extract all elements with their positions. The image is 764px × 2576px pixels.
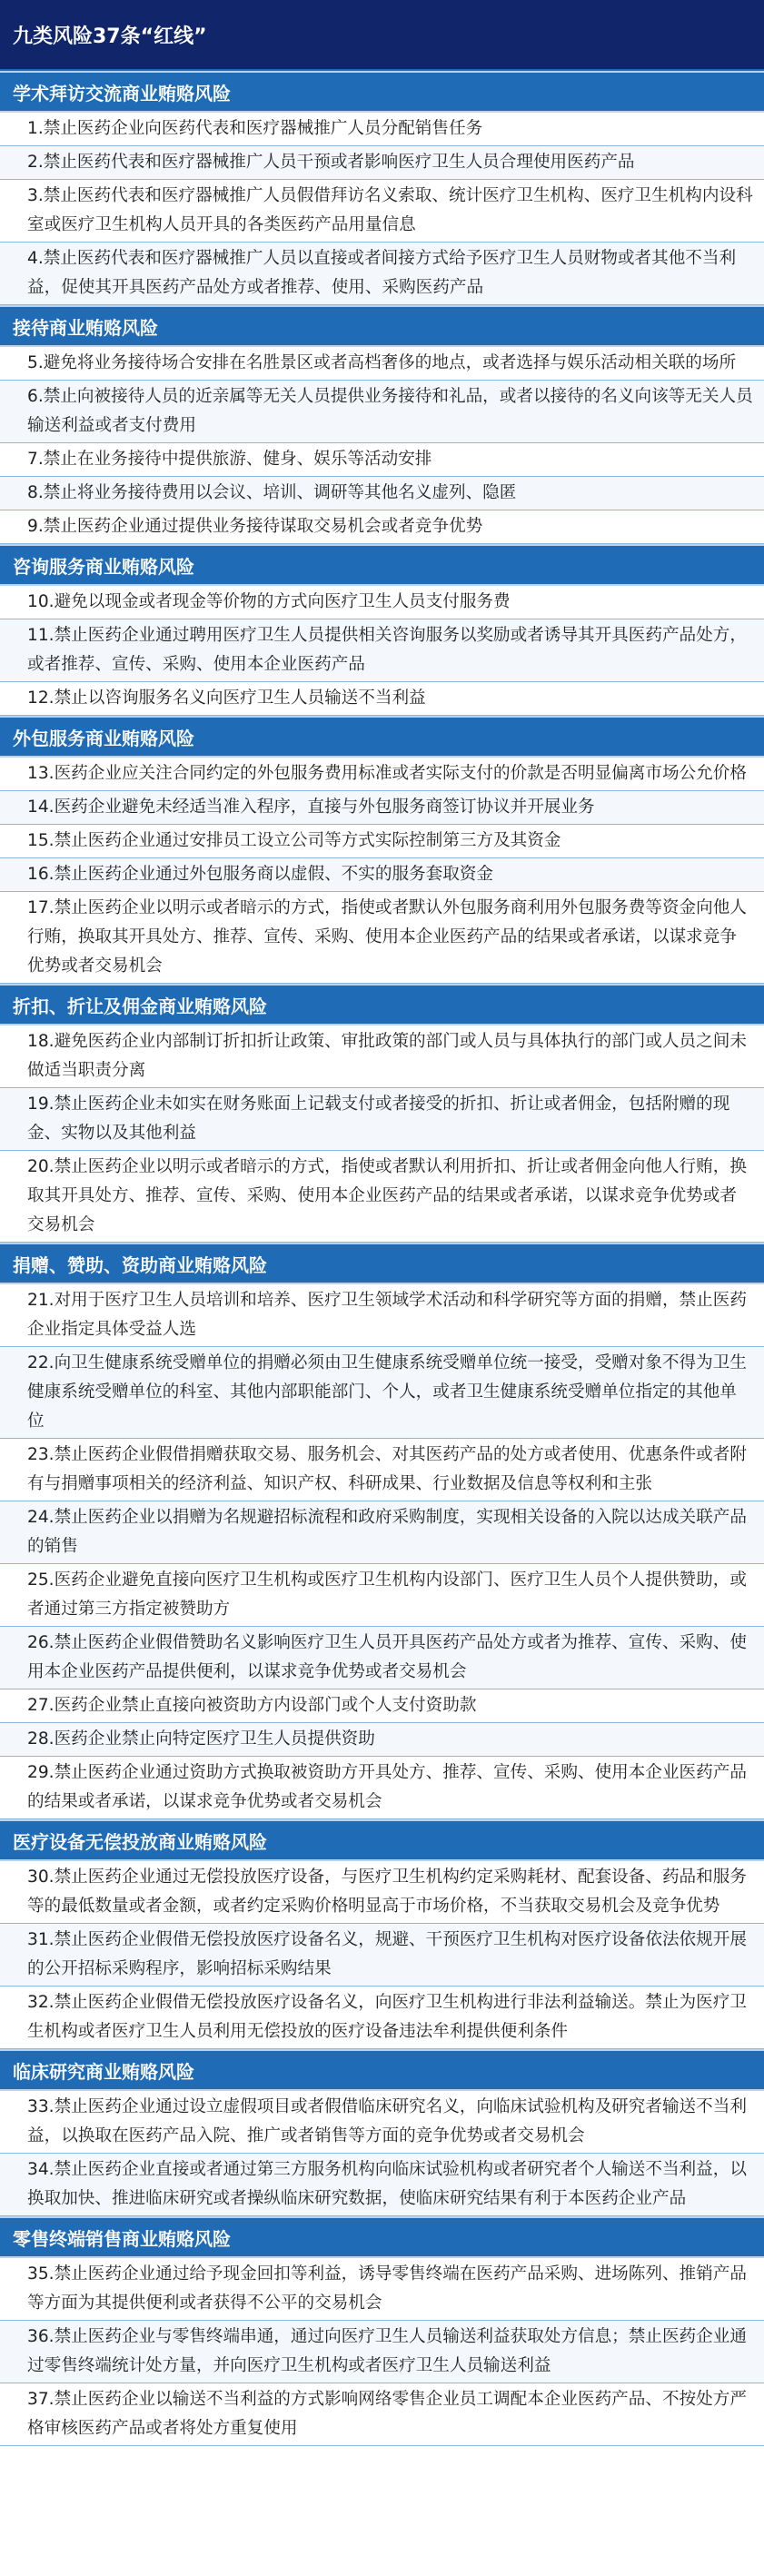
list-item: 36.禁止医药企业与零售终端串通，通过向医疗卫生人员输送利益获取处方信息；禁止医药企业通过零售终端统计处方量，并向医疗卫生机构或者医疗卫生人员输送利益 bbox=[0, 2321, 764, 2383]
list-item: 17.禁止医药企业以明示或者暗示的方式，指使或者默认外包服务商利用外包服务费等资金向他人行贿，换取其开具处方、推荐、宣传、采购、使用本企业医药产品的结果或者承诺，以谋求竞争优势或者交易机会 bbox=[0, 892, 764, 984]
list-item: 14.医药企业避免未经适当准入程序，直接与外包服务商签订协议并开展业务 bbox=[0, 791, 764, 825]
list-item: 4.禁止医药代表和医疗器械推广人员以直接或者间接方式给予医疗卫生人员财物或者其他不当利益，促使其开具医药产品处方或者推荐、使用、采购医药产品 bbox=[0, 243, 764, 305]
page-title: 九类风险37条“红线” bbox=[0, 0, 764, 71]
list-item: 32.禁止医药企业假借无偿投放医疗设备名义，向医疗卫生机构进行非法利益输送。禁止为医疗卫生机构或者医疗卫生人员利用无偿投放的医疗设备违法牟利提供便利条件 bbox=[0, 1986, 764, 2049]
list-item: 16.禁止医药企业通过外包服务商以虚假、不实的服务套取资金 bbox=[0, 858, 764, 892]
section-discounts bbox=[0, 984, 764, 1243]
list-item: 9.禁止医药企业通过提供业务接待谋取交易机会或者竞争优势 bbox=[0, 510, 764, 544]
list-item: 7.禁止在业务接待中提供旅游、健身、娱乐等活动安排 bbox=[0, 443, 764, 477]
section-clinical-research bbox=[0, 2049, 764, 2216]
section-heading: 学术拜访交流商业贿赂风险 bbox=[0, 71, 764, 113]
list-item: 21.对用于医疗卫生人员培训和培养、医疗卫生领域学术活动和科学研究等方面的捐赠，禁止医药企业指定具体受益人选 bbox=[0, 1284, 764, 1347]
list-item: 12.禁止以咨询服务名义向医疗卫生人员输送不当利益 bbox=[0, 682, 764, 716]
section-heading: 零售终端销售商业贿赂风险 bbox=[0, 2216, 764, 2258]
list-item: 30.禁止医药企业通过无偿投放医疗设备，与医疗卫生机构约定采购耗材、配套设备、药品和服务等的最低数量或者金额，或者约定采购价格明显高于市场价格，不当获取交易机会及竞争优势 bbox=[0, 1861, 764, 1924]
list-item: 5.避免将业务接待场合安排在名胜景区或者高档奢侈的地点，或者选择与娱乐活动相关联的场所 bbox=[0, 347, 764, 381]
section-consulting bbox=[0, 544, 764, 716]
list-item: 20.禁止医药企业以明示或者暗示的方式，指使或者默认利用折扣、折让或者佣金向他人行贿，换取其开具处方、推荐、宣传、采购、使用本企业医药产品的结果或者承诺，以谋求竞争优势或者交易机会 bbox=[0, 1151, 764, 1243]
list-item: 33.禁止医药企业通过设立虚假项目或者假借临床研究名义，向临床试验机构及研究者输送不当利益，以换取在医药产品入院、推广或者销售等方面的竞争优势或者交易机会 bbox=[0, 2091, 764, 2154]
list-item: 25.医药企业避免直接向医疗卫生机构或医疗卫生机构内设部门、医疗卫生人员个人提供赞助，或者通过第三方指定被赞助方 bbox=[0, 1564, 764, 1627]
list-item: 34.禁止医药企业直接或者通过第三方服务机构向临床试验机构或者研究者个人输送不当利益，以换取加快、推进临床研究或者操纵临床研究数据，使临床研究结果有利于本医药企业产品 bbox=[0, 2154, 764, 2216]
list-item: 15.禁止医药企业通过安排员工设立公司等方式实际控制第三方及其资金 bbox=[0, 825, 764, 858]
list-item: 19.禁止医药企业未如实在财务账面上记载支付或者接受的折扣、折让或者佣金，包括附赠的现金、实物以及其他利益 bbox=[0, 1088, 764, 1151]
list-item: 8.禁止将业务接待费用以会议、培训、调研等其他名义虚列、隐匿 bbox=[0, 477, 764, 510]
section-heading: 咨询服务商业贿赂风险 bbox=[0, 544, 764, 586]
list-item: 27.医药企业禁止直接向被资助方内设部门或个人支付资助款 bbox=[0, 1689, 764, 1723]
list-item: 28.医药企业禁止向特定医疗卫生人员提供资助 bbox=[0, 1723, 764, 1757]
list-item: 37.禁止医药企业以输送不当利益的方式影响网络零售企业员工调配本企业医药产品、不按处方严格审核医药产品或者将处方重复使用 bbox=[0, 2383, 764, 2446]
section-heading: 临床研究商业贿赂风险 bbox=[0, 2049, 764, 2091]
section-retail bbox=[0, 2216, 764, 2446]
list-item: 1.禁止医药企业向医药代表和医疗器械推广人员分配销售任务 bbox=[0, 113, 764, 146]
list-item: 2.禁止医药代表和医疗器械推广人员干预或者影响医疗卫生人员合理使用医药产品 bbox=[0, 146, 764, 180]
section-outsourcing bbox=[0, 716, 764, 984]
section-academic-visit bbox=[0, 71, 764, 305]
list-item: 26.禁止医药企业假借赞助名义影响医疗卫生人员开具医药产品处方或者为推荐、宣传、采购、使用本企业医药产品提供便利，以谋求竞争优势或者交易机会 bbox=[0, 1627, 764, 1689]
list-item: 22.向卫生健康系统受赠单位的捐赠必须由卫生健康系统受赠单位统一接受，受赠对象不得为卫生健康系统受赠单位的科室、其他内部职能部门、个人，或者卫生健康系统受赠单位指定的其他单位 bbox=[0, 1347, 764, 1439]
list-item: 29.禁止医药企业通过资助方式换取被资助方开具处方、推荐、宣传、采购、使用本企业医药产品的结果或者承诺，以谋求竞争优势或者交易机会 bbox=[0, 1757, 764, 1819]
list-item: 24.禁止医药企业以捐赠为名规避招标流程和政府采购制度，实现相关设备的入院以达成关联产品的销售 bbox=[0, 1501, 764, 1564]
section-heading: 外包服务商业贿赂风险 bbox=[0, 716, 764, 758]
section-heading: 捐赠、赞助、资助商业贿赂风险 bbox=[0, 1243, 764, 1284]
section-heading: 接待商业贿赂风险 bbox=[0, 305, 764, 347]
list-item: 35.禁止医药企业通过给予现金回扣等利益，诱导零售终端在医药产品采购、进场陈列、推销产品等方面为其提供便利或者获得不公平的交易机会 bbox=[0, 2258, 764, 2321]
list-item: 18.避免医药企业内部制订折扣折让政策、审批政策的部门或人员与具体执行的部门或人员之间未做适当职责分离 bbox=[0, 1025, 764, 1088]
section-donation bbox=[0, 1243, 764, 1819]
section-heading: 折扣、折让及佣金商业贿赂风险 bbox=[0, 984, 764, 1025]
section-reception bbox=[0, 305, 764, 544]
list-item: 11.禁止医药企业通过聘用医疗卫生人员提供相关咨询服务以奖励或者诱导其开具医药产品处方，或者推荐、宣传、采购、使用本企业医药产品 bbox=[0, 619, 764, 682]
list-item: 23.禁止医药企业假借捐赠获取交易、服务机会、对其医药产品的处方或者使用、优惠条件或者附有与捐赠事项相关的经济利益、知识产权、科研成果、行业数据及信息等权利和主张 bbox=[0, 1439, 764, 1501]
list-item: 10.避免以现金或者现金等价物的方式向医疗卫生人员支付服务费 bbox=[0, 586, 764, 619]
list-item: 3.禁止医药代表和医疗器械推广人员假借拜访名义索取、统计医疗卫生机构、医疗卫生机构内设科室或医疗卫生机构人员开具的各类医药产品用量信息 bbox=[0, 180, 764, 243]
list-item: 6.禁止向被接待人员的近亲属等无关人员提供业务接待和礼品，或者以接待的名义向该等无关人员输送利益或者支付费用 bbox=[0, 381, 764, 443]
page-bottom-space bbox=[0, 2446, 764, 2576]
section-heading: 医疗设备无偿投放商业贿赂风险 bbox=[0, 1819, 764, 1861]
list-item: 31.禁止医药企业假借无偿投放医疗设备名义，规避、干预医疗卫生机构对医疗设备依法依规开展的公开招标采购程序，影响招标采购结果 bbox=[0, 1924, 764, 1986]
section-equipment bbox=[0, 1819, 764, 2049]
list-item: 13.医药企业应关注合同约定的外包服务费用标准或者实际支付的价款是否明显偏离市场公允价格 bbox=[0, 758, 764, 791]
